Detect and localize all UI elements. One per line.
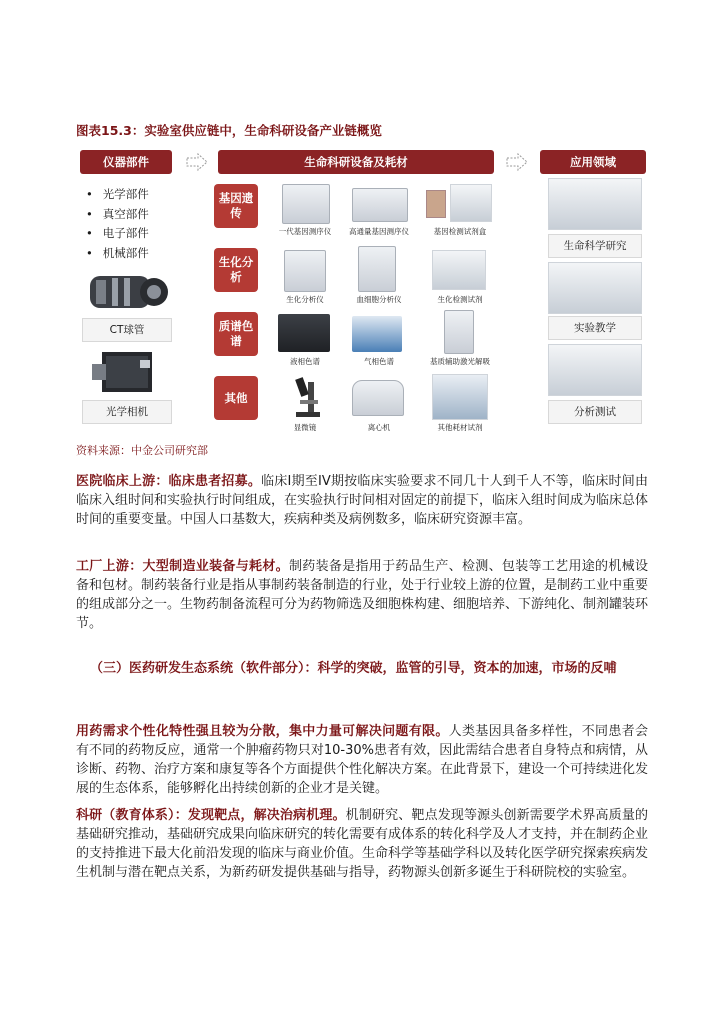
arrow-right-icon <box>506 153 528 171</box>
maldi-image <box>444 310 474 354</box>
figure-source: 资料来源：中金公司研究部 <box>76 444 208 457</box>
item-caption: 气相色谱 <box>364 357 394 366</box>
centrifuge-image <box>352 380 404 416</box>
ct-tube-label-box <box>82 318 172 342</box>
test-kit-box-image <box>450 184 492 222</box>
app-label-box <box>548 316 642 340</box>
paragraph-lead: 工厂上游：大型制造业装备与耗材。 <box>76 559 289 574</box>
ct-tube-caption: CT球管 <box>109 324 145 336</box>
item-caption: 基因检测试剂盒 <box>433 227 487 236</box>
header-life-science-equipment: 生命科研设备及耗材 <box>218 150 494 174</box>
optical-camera-caption: 光学相机 <box>106 406 148 418</box>
list-item: • 光学部件 <box>86 185 149 205</box>
teaching-lab-photo <box>548 262 642 314</box>
list-item: • 机械部件 <box>86 244 149 264</box>
item-caption: 基质辅助激光解吸 <box>430 357 490 366</box>
section-heading: （三）医药研发生态系统（软件部分）：科学的突破，监管的引导，资本的加速，市场的反哺 <box>90 661 617 676</box>
paragraph-factory <box>76 557 648 633</box>
paragraph-body: 机制研究、靶点发现等源头创新需要学术界高质量的基础研究推动，基础研究成果向临床研究的转化需要有成体系的转化科学及人才支持，并在制药企业的支持推进下最大化前沿发现的临床与商业价值。生命科学等基础学科以及转化医学研究探索疾病发生机制与潜在靶点关系，为新药研发提供基础与指导，药物源头创新多诞生于科研院校的实验室。 <box>76 808 649 880</box>
app-label-box <box>548 400 642 424</box>
gas-chromatograph-image <box>352 316 402 352</box>
paragraph-lead: 科研（教育体系）：发现靶点，解决治病机理。 <box>76 808 346 823</box>
category-gene: 基因遗传 <box>214 184 258 228</box>
app-lab-teaching: 实验教学 <box>574 322 616 334</box>
category-mass-spec: 质谱色谱 <box>214 312 258 356</box>
item-caption: 显微镜 <box>293 423 317 432</box>
app-analysis-testing: 分析测试 <box>574 406 616 418</box>
component-list <box>86 185 149 263</box>
paragraph-lead: 用药需求个性化特性强且较为分散，集中力量可解决问题有限。 <box>76 724 449 739</box>
header-application-fields: 应用领域 <box>540 150 646 174</box>
equipment-grid <box>212 178 502 434</box>
liquid-chromatograph-image <box>278 314 330 352</box>
item-caption: 高通量基因测序仪 <box>349 227 409 236</box>
optical-camera-image <box>84 346 168 398</box>
consumables-image <box>432 374 488 420</box>
research-photo <box>548 178 642 230</box>
analysis-lab-photo <box>548 344 642 396</box>
reagent-image <box>432 250 486 290</box>
paragraph-body: 制药装备是指用于药品生产、检测、包装等工艺用途的机械设备和包材。制药装备行业是指从事制药装备制造的行业，处于行业较上游的位置，是制药工业中重要的组成部分之一。生物药制备流程可分为药物筛选及细胞株构建、细胞培养、下游纯化、制剂罐装环节。 <box>76 559 649 631</box>
category-biochem: 生化分析 <box>214 248 258 292</box>
item-caption: 离心机 <box>367 423 391 432</box>
app-life-science-research: 生命科学研究 <box>563 240 627 252</box>
list-item: • 真空部件 <box>86 205 149 225</box>
category-other: 其他 <box>214 376 258 420</box>
item-caption: 一代基因测序仪 <box>278 227 332 236</box>
paragraph-body: 人类基因具备多样性，不同患者会有不同的药物反应，通常一个肿瘤药物只对10-30%患者有效，因此需结合患者自身特点和病情，从诊断、药物、治疗方案和康复等各个方面提供个性化解决方案。在此背景下，建设一个可持续进化发展的生态体系，能够孵化出持续创新的企业才是关键。 <box>76 724 649 796</box>
paragraph-demand <box>76 722 648 798</box>
paragraph-body: 临床I期至IV期按临床实验要求不同几十人到千人不等，临床时间由临床入组时间和实验执行时间组成，在实验执行时间相对固定的前提下，临床入组时间成为临床总体时间的重要变量。中国人口基数大，疾病种类及病例数多，临床研究资源丰富。 <box>76 474 649 527</box>
app-label-box <box>548 234 642 258</box>
paragraph-lead: 医院临床上游：临床患者招募。 <box>76 474 262 489</box>
item-caption: 生化检测试剂 <box>437 295 483 304</box>
sequencer-image <box>282 184 330 224</box>
arrow-right-icon <box>186 153 208 171</box>
item-caption: 液相色谱 <box>290 357 320 366</box>
test-kit-tube-image <box>426 190 446 218</box>
paragraph-hospital <box>76 472 648 529</box>
paragraph-research <box>76 806 648 882</box>
figure-title: 图表15.3：实验室供应链中，生命科研设备产业链概览 <box>76 123 382 138</box>
header-instrument-parts: 仪器部件 <box>80 150 172 174</box>
blood-analyzer-image <box>358 246 396 292</box>
list-item: • 电子部件 <box>86 224 149 244</box>
item-caption: 生化分析仪 <box>286 295 324 304</box>
item-caption: 血细胞分析仪 <box>356 295 402 304</box>
ct-tube-image <box>82 268 172 316</box>
optical-camera-label-box <box>82 400 172 424</box>
hts-sequencer-image <box>352 188 408 222</box>
item-caption: 其他耗材试剂 <box>437 423 483 432</box>
microscope-image <box>290 374 324 418</box>
biochem-analyzer-image <box>284 250 326 292</box>
